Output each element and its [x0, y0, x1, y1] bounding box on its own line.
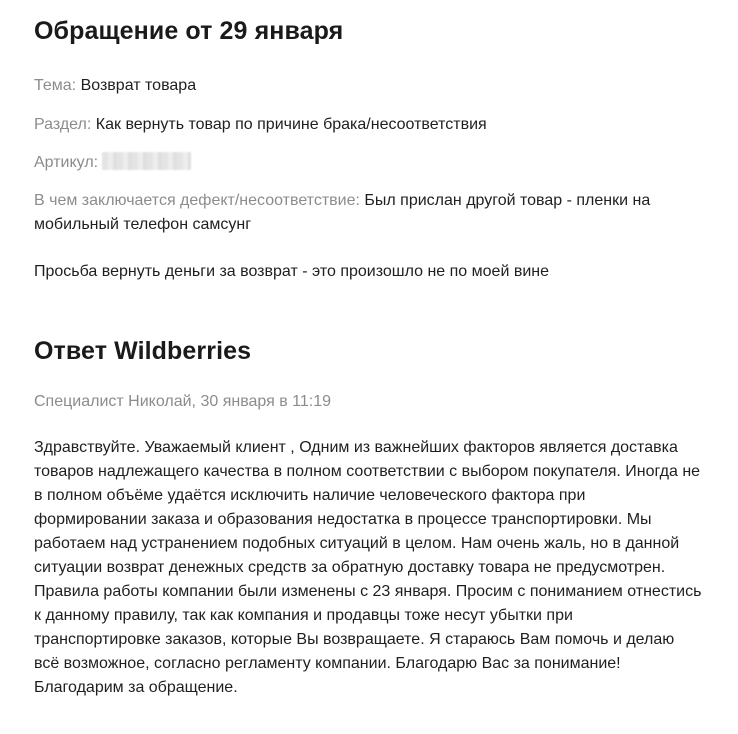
topic-field	[34, 74, 724, 98]
answer-title: Ответ Wildberries	[34, 337, 252, 365]
topic-value: Возврат товара	[80, 77, 197, 94]
article-redacted-value	[102, 152, 191, 170]
section-label: Раздел:	[34, 116, 92, 133]
section-field	[34, 113, 724, 137]
answer-text: Здравствуйте. Уважаемый клиент , Одним из важнейших факторов является доставка товаров надлежащего качества в полном соответствии с выбором покупателя. Иногда не в полном объёме удаётся исключить наличие человеческого фактора при формировании заказа и образования недостатка в процессе транспортировки. Мы работаем над устранением подобных ситуаций в целом. Нам очень жаль, но в данной ситуации возврат денежных средств за обратную доставку товара не предусмотрен. Правила работы компании были изменены с 23 января. Просим с пониманием отнестись к данному правилу, так как компания и продавцы тоже несут убытки при транспортировке заказов, которые Вы возвращаете. Я стараюсь Вам помочь и делаю всё возможное, согласно регламенту компании. Благодарю Вас за понимание! Благодарим за обращение.	[34, 439, 702, 696]
section-value: Как вернуть товар по причине брака/несоответствия	[95, 116, 487, 133]
request-text: Просьба вернуть деньги за возврат - это произошло не по моей вине	[34, 263, 549, 280]
defect-field	[34, 189, 724, 237]
defect-label: В чем заключается дефект/несоответствие:	[34, 192, 360, 209]
topic-label: Тема:	[34, 77, 77, 94]
article-label: Артикул:	[34, 154, 99, 171]
article-field	[34, 151, 724, 175]
answer-meta: Специалист Николай, 30 января в 11:19	[34, 393, 332, 410]
defect-value: Был прислан другой товар - пленки на мобильный телефон самсунг	[34, 192, 651, 233]
appeal-title: Обращение от 29 января	[34, 17, 344, 45]
